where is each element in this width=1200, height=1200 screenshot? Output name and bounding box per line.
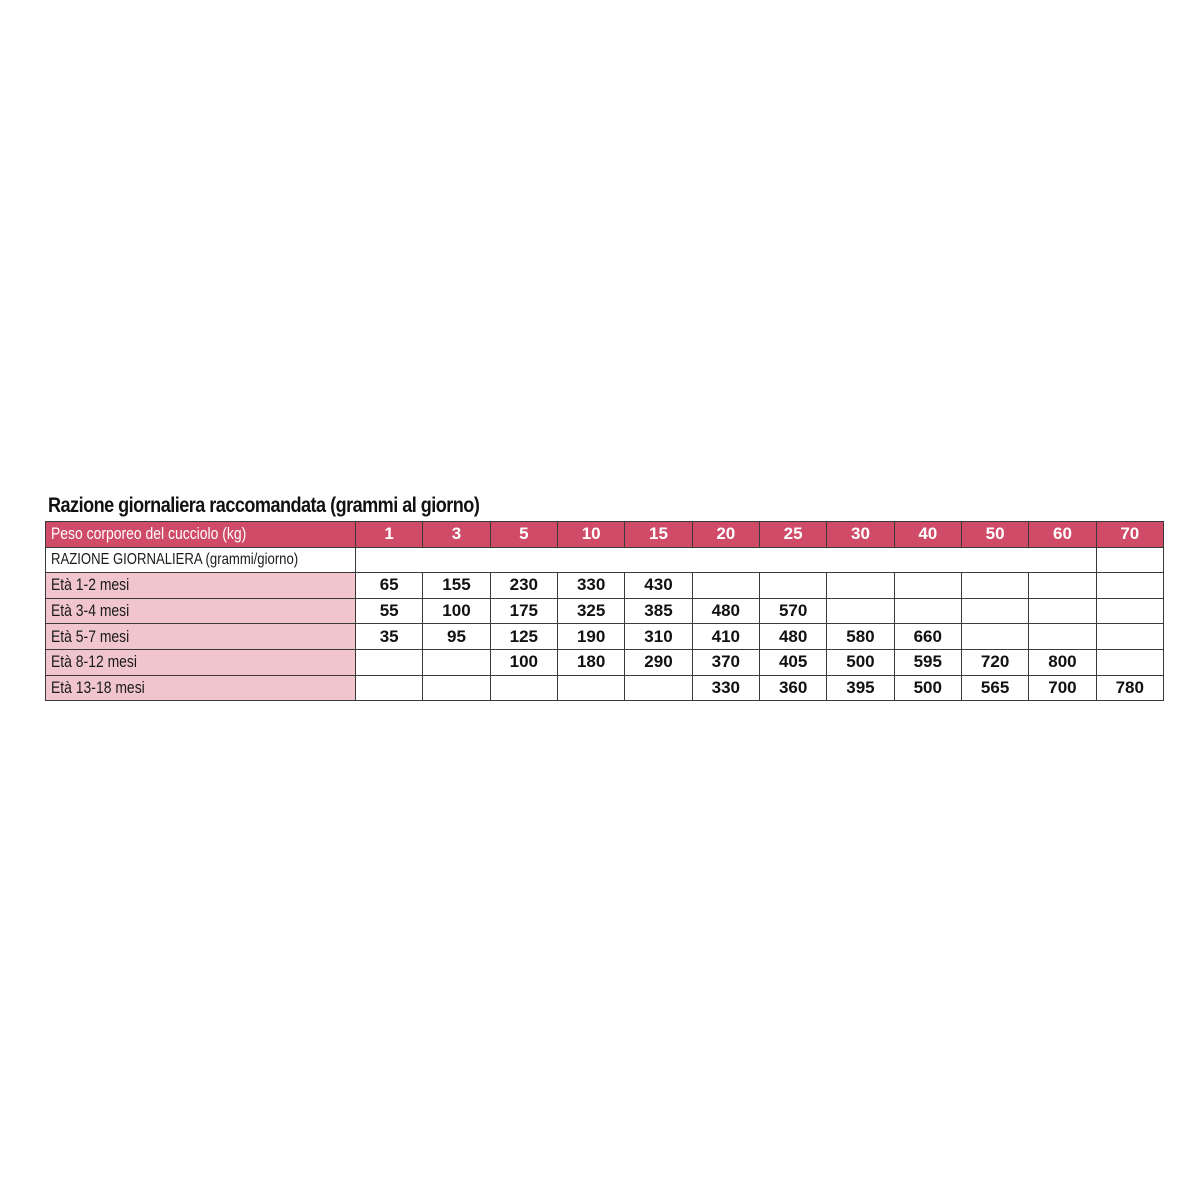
ration-value-cell: 310 [625,624,692,650]
ration-value-cell: 500 [894,675,961,701]
ration-value-cell: 430 [625,573,692,599]
ration-value-cell [1029,624,1096,650]
weight-header-cell: 25 [759,522,826,548]
ration-value-cell: 95 [423,624,490,650]
ration-value-cell: 100 [423,598,490,624]
ration-value-cell [1096,649,1163,675]
ration-value-cell [692,573,759,599]
subheader-blank [356,547,1097,573]
ration-value-cell: 325 [557,598,624,624]
ration-value-cell: 405 [759,649,826,675]
weight-header-cell: 60 [1029,522,1096,548]
subheader-blank [1096,547,1163,573]
ration-value-cell: 410 [692,624,759,650]
table-row [46,649,1164,675]
ration-value-cell: 595 [894,649,961,675]
ration-subheader-label [46,547,356,573]
ration-value-cell [490,675,557,701]
ration-value-cell: 570 [759,598,826,624]
ration-value-cell [557,675,624,701]
ration-value-cell: 330 [692,675,759,701]
ration-table [45,521,1164,701]
ration-value-cell [1096,598,1163,624]
ration-value-cell [423,675,490,701]
ration-value-cell [1029,598,1096,624]
ration-value-cell [961,573,1028,599]
ration-value-cell: 35 [356,624,423,650]
row-age-text: Età 13-18 mesi [51,677,145,697]
row-age-label [46,675,356,701]
table-row [46,624,1164,650]
row-age-label [46,598,356,624]
ration-value-cell [1096,573,1163,599]
ration-value-cell: 180 [557,649,624,675]
ration-value-cell [961,624,1028,650]
row-age-text: Età 3-4 mesi [51,601,130,621]
ration-value-cell: 370 [692,649,759,675]
row-age-text: Età 1-2 mesi [51,575,130,595]
table-row [46,573,1164,599]
ration-value-cell: 385 [625,598,692,624]
ration-value-cell: 230 [490,573,557,599]
ration-value-cell: 700 [1029,675,1096,701]
row-age-label [46,624,356,650]
ration-value-cell: 330 [557,573,624,599]
subheader-row [46,547,1164,573]
weight-header-cell: 70 [1096,522,1163,548]
ration-subheader-text: RAZIONE GIORNALIERA (grammi/giorno) [51,550,299,568]
ration-value-cell: 660 [894,624,961,650]
weight-header-cell: 50 [961,522,1028,548]
weight-header-cell: 40 [894,522,961,548]
ration-value-cell: 190 [557,624,624,650]
table-title: Razione giornaliera raccomandata (grammi al giorno) [48,494,480,517]
weight-header-label [46,522,356,548]
weight-header-cell: 5 [490,522,557,548]
ration-value-cell: 100 [490,649,557,675]
row-age-text: Età 5-7 mesi [51,626,130,646]
ration-value-cell [759,573,826,599]
header-row [46,522,1164,548]
weight-header-text: Peso corporeo del cucciolo (kg) [51,524,247,544]
ration-value-cell: 395 [827,675,894,701]
weight-header-cell: 3 [423,522,490,548]
ration-value-cell [423,649,490,675]
table-row [46,598,1164,624]
ration-value-cell: 565 [961,675,1028,701]
ration-value-cell [625,675,692,701]
ration-value-cell: 175 [490,598,557,624]
weight-header-cell: 20 [692,522,759,548]
ration-value-cell: 125 [490,624,557,650]
row-age-label [46,649,356,675]
weight-header-cell: 30 [827,522,894,548]
ration-value-cell: 360 [759,675,826,701]
ration-value-cell: 155 [423,573,490,599]
ration-value-cell: 480 [759,624,826,650]
row-age-label [46,573,356,599]
ration-value-cell [827,573,894,599]
ration-value-cell [827,598,894,624]
ration-value-cell: 780 [1096,675,1163,701]
ration-value-cell [1029,573,1096,599]
ration-value-cell: 500 [827,649,894,675]
ration-value-cell [961,598,1028,624]
ration-value-cell: 55 [356,598,423,624]
ration-value-cell: 480 [692,598,759,624]
ration-value-cell [894,573,961,599]
ration-value-cell: 580 [827,624,894,650]
weight-header-cell: 1 [356,522,423,548]
table-row [46,675,1164,701]
weight-header-cell: 10 [557,522,624,548]
ration-value-cell [1096,624,1163,650]
ration-value-cell: 65 [356,573,423,599]
ration-value-cell [894,598,961,624]
data-rows [46,573,1164,701]
weight-header-cell: 15 [625,522,692,548]
ration-value-cell [356,649,423,675]
ration-value-cell: 720 [961,649,1028,675]
ration-value-cell [356,675,423,701]
ration-value-cell: 800 [1029,649,1096,675]
ration-value-cell: 290 [625,649,692,675]
row-age-text: Età 8-12 mesi [51,652,138,672]
